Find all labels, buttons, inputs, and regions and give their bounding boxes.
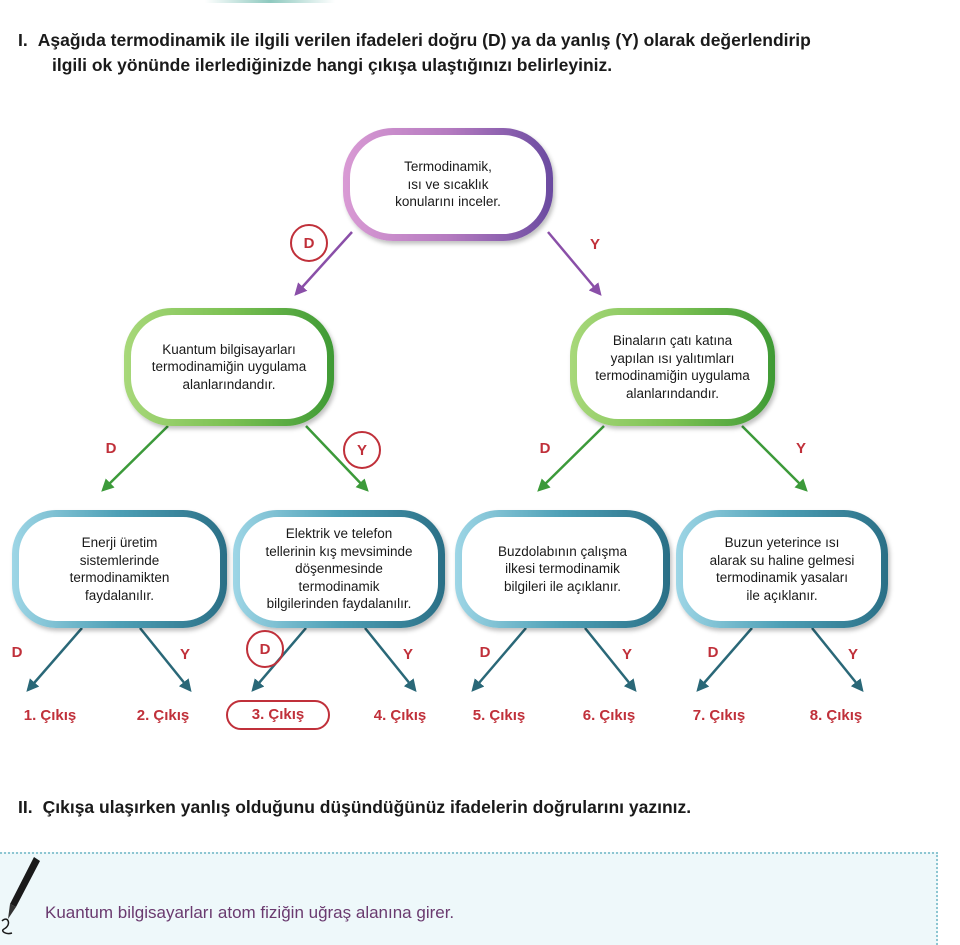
- answer-text: Kuantum bilgisayarları atom fiziğin uğraş alanına girer.: [45, 903, 455, 922]
- label-b2-true-circled: D: [246, 630, 284, 668]
- answer-box: [0, 852, 938, 945]
- label-r1-true: D: [539, 440, 551, 457]
- question-2-number: II.: [18, 797, 33, 817]
- label-root-false: Y: [589, 236, 600, 253]
- exit-2: 2. Çıkış: [136, 707, 190, 724]
- exit-4: 4. Çıkış: [373, 707, 427, 724]
- statement-root-text: Termodinamik, ısı ve sıcaklık konularını inceler.: [395, 159, 501, 210]
- label-b3-false: Y: [621, 646, 632, 663]
- exit-8: 8. Çıkış: [809, 707, 863, 724]
- statement-level2-2-text: Elektrik ve telefon tellerinin kış mevsiminde döşenmesinde termodinamik bilgilerinden faydalanılır.: [265, 526, 413, 612]
- label-b4-false: Y: [847, 646, 858, 663]
- exit-1: 1. Çıkış: [23, 707, 77, 724]
- label-l1-false-circled: Y: [343, 431, 381, 469]
- exit-3-selected: 3. Çıkış: [226, 700, 330, 730]
- exit-6: 6. Çıkış: [582, 707, 636, 724]
- label-root-true-circled: D: [290, 224, 328, 262]
- question-2: [18, 795, 948, 820]
- arrow-r1-false: [742, 426, 806, 490]
- statement-level1-left: [124, 308, 334, 426]
- label-b4-true: D: [707, 644, 719, 661]
- statement-level2-4-text: Buzun yeterince ısı alarak su haline gelmesi termodinamik yasaları ile açıklanır.: [709, 535, 855, 603]
- label-b3-true: D: [479, 644, 491, 661]
- statement-level2-3: [455, 510, 670, 628]
- statement-level1-right-text: Binaların çatı katına yapılan ısı yalıtımları termodinamiğin uygulama alanlarındandır.: [595, 333, 750, 401]
- statement-level2-3-text: Buzdolabının çalışma ilkesi termodinamik bilgileri ile açıklanır.: [497, 543, 628, 594]
- label-b2-false: Y: [402, 646, 413, 663]
- statement-level2-2: [233, 510, 445, 628]
- exit-7: 7. Çıkış: [692, 707, 746, 724]
- label-b1-false: Y: [179, 646, 190, 663]
- exit-5: 5. Çıkış: [472, 707, 526, 724]
- arrow-l1-true: [103, 426, 168, 490]
- label-l1-true: D: [105, 440, 117, 457]
- arrow-b1-true: [28, 628, 82, 690]
- statement-root: [343, 128, 553, 241]
- label-r1-false: Y: [795, 440, 806, 457]
- question-2-text: Çıkışa ulaşırken yanlış olduğunu düşündüğünüz ifadelerin doğrularını yazınız.: [42, 797, 692, 817]
- question-1-text-line1: Aşağıda termodinamik ile ilgili verilen ifadeleri doğru (D) ya da yanlış (Y) olarak değerlendirip: [37, 30, 811, 50]
- pen-icon: [0, 855, 44, 935]
- statement-level2-1-text: Enerji üretim sistemlerinde termodinamikten faydalanılır.: [69, 535, 170, 603]
- question-1-text-line2: ilgili ok yönünde ilerlediğinizde hangi çıkışa ulaştığınızı belirleyiniz.: [52, 55, 613, 75]
- arrow-r1-true: [539, 426, 604, 490]
- statement-level1-right: [570, 308, 775, 426]
- label-b1-true: D: [11, 644, 23, 661]
- statement-level2-4: [676, 510, 888, 628]
- statement-level2-1: [12, 510, 227, 628]
- statement-level1-left-text: Kuantum bilgisayarları termodinamiğin uygulama alanlarındandır.: [151, 341, 307, 392]
- question-1-number: I.: [18, 30, 28, 50]
